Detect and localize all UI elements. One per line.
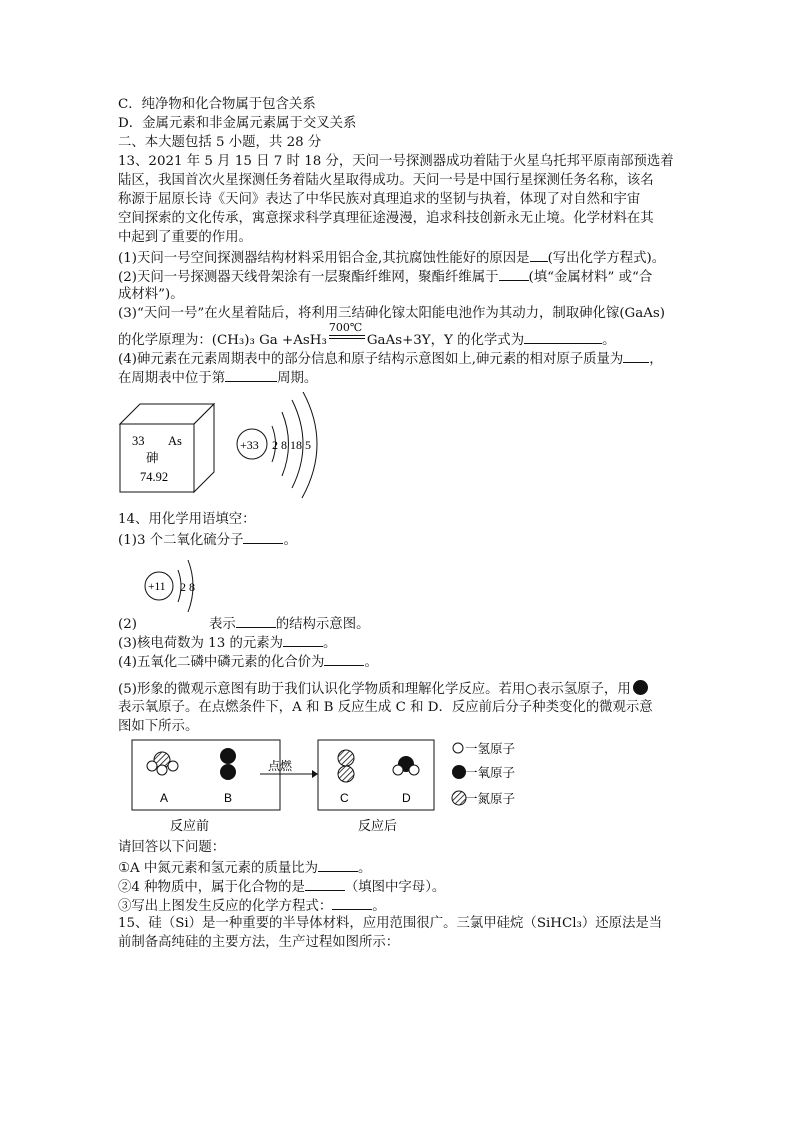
legend-nitrogen: 一氮原子 <box>465 791 516 806</box>
periodic-table-cell <box>118 400 218 496</box>
ion-nucleus-charge: +11 <box>148 581 166 593</box>
q14-part2: (2) 表示 的结构示意图。 <box>118 614 369 634</box>
q13-part2-cont: 成材料”)。 <box>118 287 184 302</box>
q13-part1: (1)天问一号空间探测器结构材料采用铝合金,其抗腐蚀性能好的原因是 (写出化学方程式)。 <box>118 248 665 268</box>
caption-before: 反应前 <box>170 819 210 834</box>
q14-sub2: ②4 种物质中，属于化合物的是 （填图中字母）。 <box>118 877 445 897</box>
answer-blank[interactable] <box>332 896 372 910</box>
q14-sub1: ①A 中氮元素和氢元素的质量比为 。 <box>118 858 371 878</box>
reaction-diagram <box>130 738 530 838</box>
q14-ask: 请回答以下问题： <box>118 840 226 855</box>
arsenic-atom-diagram <box>232 392 336 504</box>
q14-part4: (4)五氧化二磷中磷元素的化合价为 。 <box>118 652 378 672</box>
answer-blank[interactable] <box>305 877 345 891</box>
before-box <box>132 740 280 810</box>
answer-blank[interactable] <box>530 248 548 262</box>
q14-part3: (3)核电荷数为 13 的元素为 。 <box>118 633 336 653</box>
option-c: C．纯净物和化合物属于包含关系 <box>118 97 316 112</box>
atomic-mass: 74.92 <box>140 470 169 484</box>
q13-part2: (2)天问一号探测器天线骨架涂有一层聚酯纤维网，聚酯纤维属于 (填“金属材料” 或“合 <box>118 267 652 287</box>
q13-part3: (3)“天问一号”在火星着陆后，将利用三结砷化镓太阳能电池作为其动力，制取砷化镓(GaAs) <box>118 306 665 321</box>
ion-shells: 2 8 <box>180 580 195 594</box>
after-box <box>318 740 434 810</box>
option-d: D．金属元素和非金属元素属于交叉关系 <box>118 116 357 131</box>
answer-blank[interactable] <box>236 614 276 628</box>
legend-oxygen: 一氧原子 <box>465 765 516 780</box>
reaction-condition: 700℃ <box>327 332 367 350</box>
q13-intro-line: 称源于屈原长诗《天问》表达了中华民族对真理追求的坚韧与执着，体现了对自然和宇宙 <box>118 192 641 207</box>
hydrogen-legend-icon <box>453 743 463 753</box>
answer-blank[interactable] <box>524 330 602 344</box>
oxygen-legend-icon <box>452 765 466 779</box>
q13-part4-cont: 在周期表中位于第 周期。 <box>118 368 317 388</box>
q14-part5-cont: 图如下所示。 <box>118 719 199 734</box>
answer-blank[interactable] <box>243 530 283 544</box>
q14-part1: (1)3 个二氧化硫分子 。 <box>118 530 297 550</box>
sodium-ion-diagram <box>140 556 220 616</box>
label-b: B <box>224 791 233 805</box>
answer-blank[interactable] <box>318 858 358 872</box>
q15-line: 前制备高纯硅的主要方法，生产过程如图所示： <box>118 935 400 950</box>
q13-intro-line: 空间探索的文化传承，寓意探求科学真理征途漫漫，追求科技创新永无止境。化学材料在其 <box>118 211 654 226</box>
caption-after: 反应后 <box>358 819 398 834</box>
q13-part4: (4)砷元素在元素周期表中的部分信息和原子结构示意图如上,砷元素的相对原子质量为 ， <box>118 349 663 369</box>
section-heading: 二、本大题包括 5 小题，共 28 分 <box>118 135 322 150</box>
element-name: 砷 <box>146 450 159 465</box>
q15-line: 15、硅（Si）是一种重要的半导体材料，应用范围很广。三氯甲硅烷（SiHCl₃）还原法是当 <box>118 916 663 931</box>
q14-sub3: ③写出上图发生反应的化学方程式： 。 <box>118 896 386 916</box>
label-d: D <box>402 791 411 805</box>
nitrogen-legend-icon <box>452 791 466 805</box>
atomic-number: 33 <box>132 434 145 448</box>
legend-hydrogen: 一氢原子 <box>465 741 516 756</box>
arrow-label: 点燃 <box>268 759 293 773</box>
element-symbol: As <box>168 434 182 448</box>
q13-intro-line: 陆区，我国首次火星探测任务着陆火星取得成功。天问一号是中国行星探测任务名称，该名 <box>118 173 654 188</box>
q14-part5-cont: 表示氧原子。在点燃条件下，A 和 B 反应生成 C 和 D．反应前后分子种类变化的微观示意 <box>118 700 653 715</box>
answer-blank[interactable] <box>623 349 649 363</box>
label-c: C <box>340 791 349 805</box>
q14-part5: (5)形象的微观示意图有助于我们认识化学物质和理解化学反应。若用○表示氢原子，用 <box>118 680 648 699</box>
q13-intro-line: 中起到了重要的作用。 <box>118 230 252 245</box>
answer-blank[interactable] <box>499 267 529 281</box>
q13-intro-line: 13、2021 年 5 月 15 日 7 时 18 分，天问一号探测器成功着陆于火星乌托邦平原南部预选着 <box>118 154 674 169</box>
nucleus-charge: +33 <box>240 438 259 452</box>
answer-blank[interactable] <box>225 368 277 382</box>
q13-part3-formula: 的化学原理为：(CH₃)₃ Ga +AsH₃ 700℃ GaAs+3Y，Y 的化学式为 。 <box>118 321 616 348</box>
oxygen-atom-icon <box>633 680 648 695</box>
label-a: A <box>160 791 169 805</box>
answer-blank[interactable] <box>324 652 364 666</box>
answer-blank[interactable] <box>283 633 323 647</box>
q14-heading: 14、用化学用语填空： <box>118 512 256 527</box>
electron-shells: 2 8 18 5 <box>272 438 311 452</box>
